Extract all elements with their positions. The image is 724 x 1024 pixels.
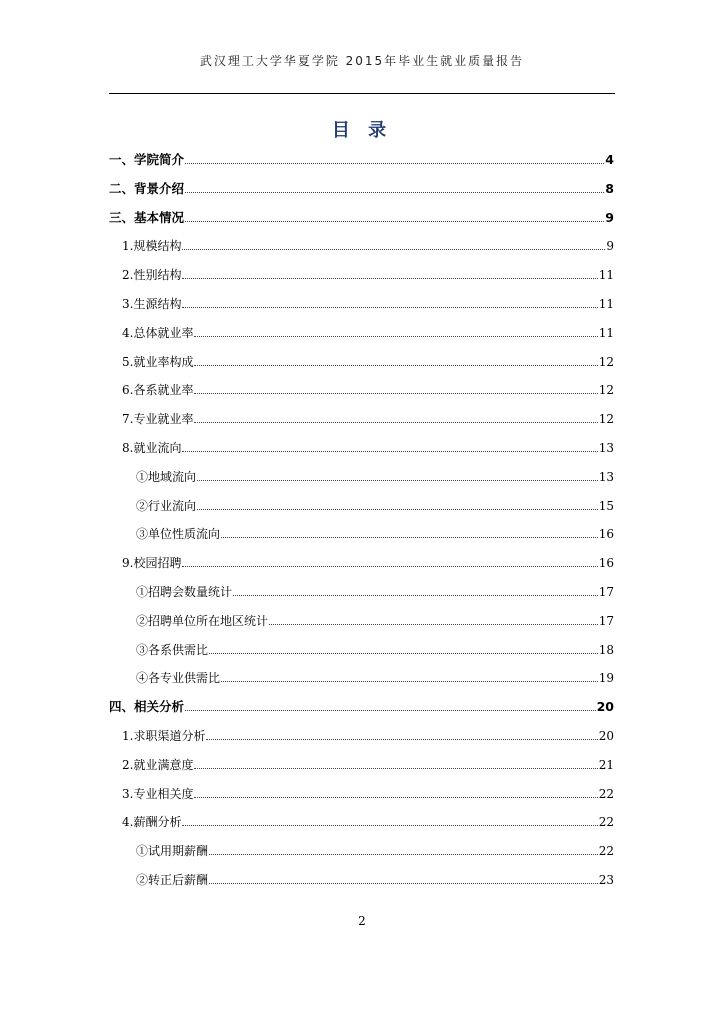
toc-title: 目 录 [331, 120, 393, 141]
toc-entry-title: ②招聘单位所在地区统计 [136, 613, 269, 628]
toc-entry[interactable] [136, 579, 614, 599]
toc-entry-title: ①试用期薪酬 [136, 844, 209, 859]
toc-dot-leader [185, 710, 596, 711]
toc-dot-leader [194, 365, 597, 366]
toc-entry[interactable] [122, 233, 614, 253]
toc-entry[interactable] [109, 176, 614, 196]
toc-entry[interactable] [109, 694, 614, 714]
toc-entry[interactable] [122, 752, 614, 772]
toc-entry-title: ③单位性质流向 [136, 527, 221, 542]
toc-dot-leader [182, 307, 597, 308]
toc-dot-leader [221, 681, 598, 682]
toc-entry-page: 11 [598, 325, 614, 340]
toc-entry-page: 16 [598, 556, 614, 571]
toc-entry-page: 13 [598, 441, 614, 455]
toc-dot-leader [182, 825, 597, 826]
toc-dot-leader [197, 480, 598, 481]
toc-entry-page: 19 [598, 671, 614, 686]
toc-dot-leader [182, 278, 597, 279]
toc-entry[interactable] [122, 320, 614, 340]
toc-entry[interactable] [122, 349, 614, 369]
toc-entry[interactable] [122, 262, 614, 282]
toc-entry-page: 9 [606, 239, 614, 254]
toc-entry-title: ③各系供需比 [136, 642, 209, 657]
toc-dot-leader [209, 854, 598, 855]
toc-entry-page: 22 [598, 815, 614, 830]
toc-dot-leader [194, 336, 597, 337]
toc-entry-title: 2.性别结构 [122, 268, 182, 283]
toc-dot-leader [206, 739, 597, 740]
toc-entry-title: 4.薪酬分析 [122, 815, 182, 830]
toc-entry-page: 22 [598, 786, 614, 801]
toc-entry-page: 23 [598, 873, 614, 887]
toc-entry[interactable] [122, 435, 614, 455]
toc-entry-page: 21 [598, 757, 614, 772]
toc-entry-page: 13 [598, 469, 614, 484]
toc-entry-page: 22 [598, 844, 614, 859]
toc-entry[interactable] [109, 147, 614, 167]
toc-dot-leader [194, 422, 597, 423]
toc-entry-title: ②行业流向 [136, 498, 197, 513]
toc-dot-leader [209, 653, 598, 654]
toc-dot-leader [194, 797, 597, 798]
toc-entry-title: 3.专业相关度 [122, 786, 194, 801]
toc-dot-leader [221, 537, 598, 538]
toc-entry[interactable] [136, 665, 614, 685]
toc-entry-title: ①招聘会数量统计 [136, 585, 233, 599]
toc-entry-title: ②转正后薪酬 [136, 873, 209, 887]
toc-entry-title: 二、背景介绍 [109, 180, 185, 196]
toc-entry[interactable] [122, 550, 614, 570]
toc-entry-title: ④各专业供需比 [136, 671, 221, 686]
toc-entry-title: 三、基本情况 [109, 209, 185, 225]
toc-dot-leader [182, 451, 597, 452]
toc-entry-title: 8.就业流向 [122, 441, 182, 455]
toc-entry[interactable] [122, 809, 614, 829]
toc-entry-title: 2.就业满意度 [122, 757, 194, 772]
toc-entry-title: 1.规模结构 [122, 239, 182, 254]
toc-dot-leader [197, 509, 598, 510]
toc-entry-page: 20 [598, 729, 614, 743]
toc-entry-page: 8 [605, 180, 614, 196]
toc-dot-leader [194, 768, 597, 769]
toc-entry-title: 4.总体就业率 [122, 325, 194, 340]
toc-entry-page: 20 [596, 699, 614, 715]
toc-entry-page: 17 [598, 585, 614, 599]
toc-dot-leader [209, 883, 598, 884]
toc-entry[interactable] [122, 723, 614, 743]
toc-entry-page: 16 [598, 527, 614, 542]
toc-entry-page: 12 [598, 383, 614, 398]
toc-entry-page: 12 [598, 354, 614, 369]
toc-entry-title: 7.专业就业率 [122, 412, 194, 427]
toc-entry-page: 9 [605, 209, 614, 225]
toc-entry[interactable] [122, 291, 614, 311]
toc-dot-leader [194, 393, 597, 394]
toc-entry[interactable] [136, 521, 614, 541]
toc-entry-title: 1.求职渠道分析 [122, 729, 206, 743]
toc-entry-title: 6.各系就业率 [122, 383, 194, 398]
toc-entry-title: 一、学院简介 [109, 152, 185, 167]
toc-entry-title: 5.就业率构成 [122, 354, 194, 369]
toc-entry[interactable] [136, 608, 614, 628]
toc-entry-page: 11 [598, 268, 614, 283]
toc-entry-page: 11 [598, 297, 614, 311]
toc-entry[interactable] [109, 205, 614, 225]
toc-entry-title: 9.校园招聘 [122, 556, 182, 571]
toc-entry-title: 四、相关分析 [109, 699, 185, 715]
toc-entry-page: 18 [598, 642, 614, 657]
toc-dot-leader [185, 163, 604, 164]
toc-dot-leader [182, 566, 597, 567]
toc-dot-leader [182, 249, 605, 250]
toc-entry-page: 12 [598, 412, 614, 427]
toc-entry[interactable] [136, 867, 614, 887]
toc-entry[interactable] [136, 493, 614, 513]
toc-entry[interactable] [122, 781, 614, 801]
toc-dot-leader [185, 221, 604, 222]
toc-dot-leader [233, 595, 598, 596]
toc-entry[interactable] [136, 464, 614, 484]
toc-entry-title: ①地域流向 [136, 469, 197, 484]
toc-entry[interactable] [136, 637, 614, 657]
toc-entry-page: 17 [598, 613, 614, 628]
toc-dot-leader [185, 192, 604, 193]
page-number: 2 [358, 914, 366, 928]
toc-entry[interactable] [122, 377, 614, 397]
toc-dot-leader [269, 624, 598, 625]
toc-entry-page: 15 [598, 498, 614, 513]
toc-entry[interactable] [136, 838, 614, 858]
header-text: 武汉理工大学华夏学院 2015年毕业生就业质量报告 [199, 54, 525, 68]
toc-entry-page: 4 [605, 152, 614, 167]
toc-entry[interactable] [122, 406, 614, 426]
toc-entry-title: 3.生源结构 [122, 297, 182, 311]
